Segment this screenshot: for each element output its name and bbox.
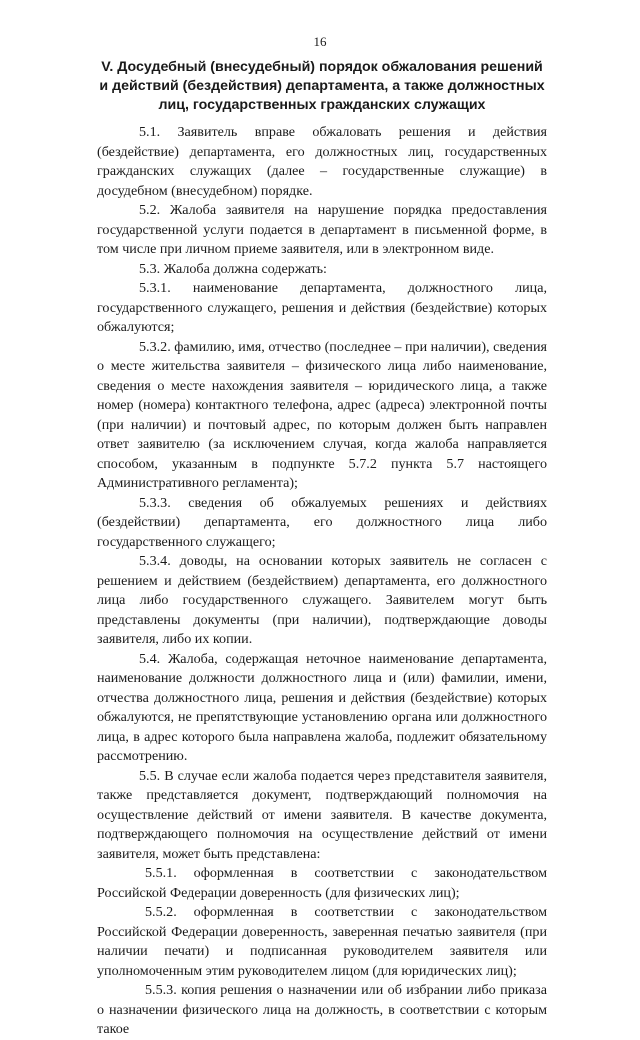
paragraph-5-3-3: 5.3.3. сведения об обжалуемых решениях и действиях (бездействии) департамента, его должностного лица либо государственного служащего; bbox=[97, 494, 547, 550]
paragraph-5-2: 5.2. Жалоба заявителя на нарушение порядка предоставления государственной услуги подается в департамент в письменной форме, в том числе при личном приеме заявителя, или в электронном виде. bbox=[97, 202, 547, 257]
page-number: 16 bbox=[313, 34, 327, 49]
paragraph-5-5-1: 5.5.1. оформленная в соответствии с законодательством Российской Федерации доверенность (для физических лиц); bbox=[97, 865, 547, 901]
paragraph-5-4: 5.4. Жалоба, содержащая неточное наименование департамента, наименование должности должностного лица и (или) фамилии, имени, отчества должностного лица, решения и действия (бездействие) которых обжалуются, не препятствующие установлению органа или должностного лица, в адрес которого была направлена жалоба, подлежит обязательному рассмотрению. bbox=[97, 650, 547, 764]
paragraph-5-5-2: 5.5.2. оформленная в соответствии с законодательством Российской Федерации доверенность, заверенная печатью заявителя (при наличии печати) и подписанная руководителем заявителя или уполномоченным этим руководителем лицом (для юридических лиц); bbox=[97, 904, 547, 979]
paragraph-5-5-3: 5.5.3. копия решения о назначении или об избрании либо приказа о назначении физического лица на должность, в соответствии с которым такое bbox=[97, 982, 547, 1037]
document-body bbox=[97, 123, 547, 1040]
section-title: V. Досудебный (внесудебный) порядок обжалования решений и действий (бездействия) департамента, а также должностных лиц, государственных гражданских служащих bbox=[99, 59, 545, 113]
paragraph-5-3-4: 5.3.4. доводы, на основании которых заявитель не согласен с решением и действием (бездействием) департамента, его должностного лица либо государственного служащего. Заявителем могут быть представлены документы (при наличии), подтверждающие доводы заявителя, либо их копии. bbox=[97, 553, 547, 647]
paragraph-5-5: 5.5. В случае если жалоба подается через представителя заявителя, также представляется документ, подтверждающий полномочия на осуществление действий от имени заявителя. В качестве документа, подтверждающего полномочия на осуществление действий от имени заявителя, может быть представлена: bbox=[97, 767, 547, 862]
paragraph-5-3: 5.3. Жалоба должна содержать: bbox=[139, 260, 327, 277]
paragraph-5-1: 5.1. Заявитель вправе обжаловать решения и действия (бездействие) департамента, его должностных лиц, государственных гражданских служащих (далее – государственные служащие) в досудебном (внесудебном) порядке. bbox=[97, 124, 547, 199]
paragraph-5-3-2: 5.3.2. фамилию, имя, отчество (последнее – при наличии), сведения о месте жительства заявителя – физического лица либо наименование, сведения о месте нахождения заявителя – юридического лица, а также номер (номера) контактного телефона, адрес (адреса) электронной почты (при наличии) и почтовый адрес, по которым должен быть направлен ответ заявителю (за исключением случая, когда жалоба направляется способом, указанным в подпункте 5.7.2 пункта 5.7 настоящего Административного регламента); bbox=[97, 338, 547, 491]
paragraph-5-3-1: 5.3.1. наименование департамента, должностного лица, государственного служащего, решения и действия (бездействие) которых обжалуются; bbox=[97, 280, 547, 335]
